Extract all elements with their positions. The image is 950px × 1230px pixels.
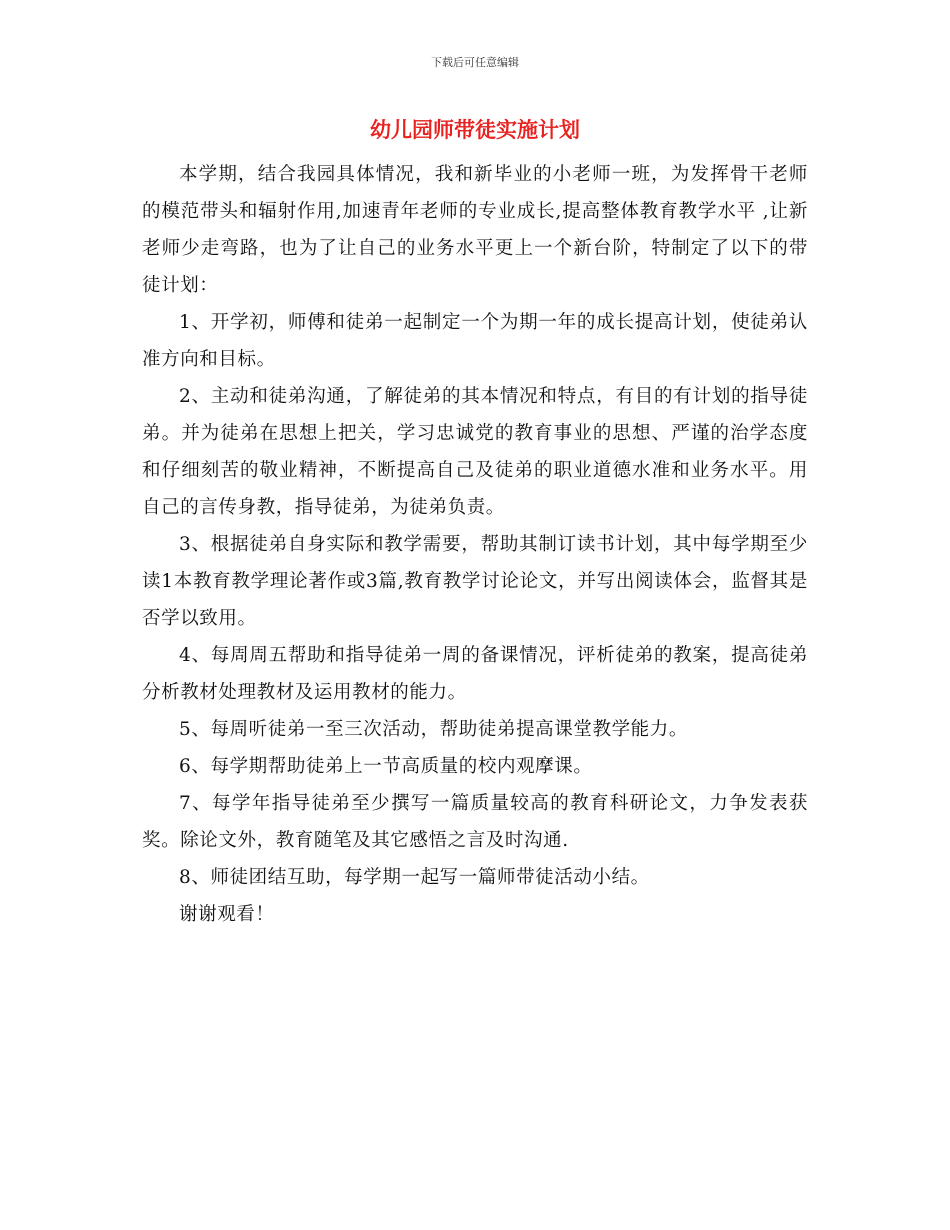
paragraph-intro: 本学期，结合我园具体情况，我和新毕业的小老师一班，为发挥骨干老师的模范带头和辐射作用,加速青年老师的专业成长,提高整体教育教学水平 ,让新老师少走弯路，也为了让自己的业务水平更上一个新台阶，特制定了以下的带徒计划： (142, 164, 808, 296)
document-body (142, 156, 808, 933)
paragraph-item-5: 5、每周听徒弟一至三次活动，帮助徒弟提高课堂教学能力。 (179, 719, 688, 740)
paragraph-item-4: 4、每周周五帮助和指导徒弟一周的备课情况，评析徒弟的教案，提高徒弟分析教材处理教材及运用教材的能力。 (142, 645, 808, 703)
paragraph-closing: 谢谢观看！ (179, 904, 275, 925)
document-title: 幼儿园师带徒实施计划 (370, 118, 580, 142)
paragraph-item-7: 7、每学年指导徒弟至少撰写一篇质量较高的教育科研论文，力争发表获奖。除论文外，教育随笔及其它感悟之言及时沟通. (142, 793, 808, 851)
paragraph-item-1: 1、开学初，师傅和徒弟一起制定一个为期一年的成长提高计划，使徒弟认准方向和目标。 (142, 312, 808, 370)
paragraph-item-2: 2、主动和徒弟沟通，了解徒弟的其本情况和特点，有目的有计划的指导徒弟。并为徒弟在思想上把关，学习忠诚党的教育事业的思想、严谨的治学态度和仔细刻苦的敬业精神，不断提高自己及徒弟的职业道德水准和业务水平。用自己的言传身教，指导徒弟，为徒弟负责。 (142, 386, 808, 518)
paragraph-item-8: 8、师徒团结互助，每学期一起写一篇师带徒活动小结。 (179, 867, 650, 888)
paragraph-item-6: 6、每学期帮助徒弟上一节高质量的校内观摩课。 (179, 756, 593, 777)
paragraph-item-3: 3、根据徒弟自身实际和教学需要，帮助其制订读书计划，其中每学期至少读1本教育教学理论著作或3篇,教育教学讨论论文，并写出阅读体会，监督其是否学以致用。 (142, 534, 808, 629)
page-header-note: 下载后可任意编辑 (431, 56, 519, 69)
